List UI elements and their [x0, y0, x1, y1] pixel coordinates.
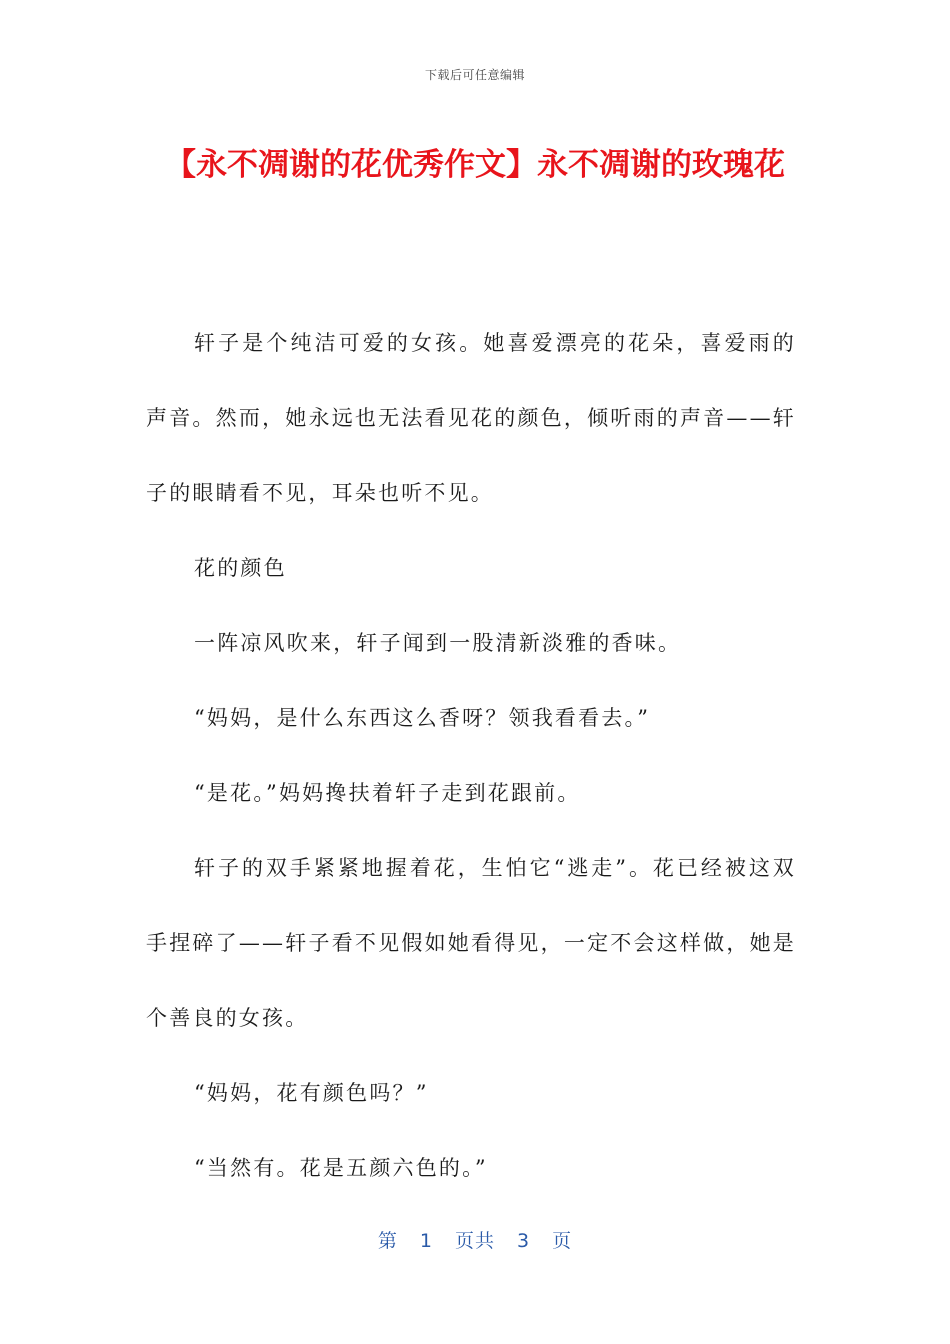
header-note: 下载后可任意编辑: [424, 68, 525, 82]
footer-middle: 页共: [454, 1230, 495, 1252]
document-body: [146, 306, 796, 1206]
page-footer: [0, 1226, 950, 1253]
footer-prefix: 第: [377, 1230, 398, 1252]
paragraph: “当然有。花是五颜六色的。”: [194, 1156, 488, 1180]
document-title: 【永不凋谢的花优秀作文】永不凋谢的玫瑰花: [165, 147, 785, 183]
paragraph: “是花。”妈妈搀扶着轩子走到花跟前。: [194, 781, 581, 805]
footer-current-page: 1: [419, 1230, 433, 1252]
footer-total-pages: 3: [517, 1230, 531, 1252]
footer-suffix: 页: [552, 1230, 573, 1252]
paragraph: 一阵凉风吹来，轩子闻到一股清新淡雅的香味。: [194, 631, 682, 655]
paragraph: 轩子是个纯洁可爱的女孩。她喜爱漂亮的花朵，喜爱雨的声音。然而，她永远也无法看见花的颜色，倾听雨的声音——轩子的眼睛看不见，耳朵也听不见。: [146, 331, 796, 505]
paragraph: “妈妈，花有颜色吗？”: [194, 1081, 429, 1105]
paragraph: 花的颜色: [194, 556, 287, 580]
paragraph: “妈妈，是什么东西这么香呀？领我看看去。”: [194, 706, 651, 730]
paragraph: 轩子的双手紧紧地握着花，生怕它“逃走”。花已经被这双手捏碎了——轩子看不见假如她看得见，一定不会这样做，她是个善良的女孩。: [146, 856, 796, 1030]
